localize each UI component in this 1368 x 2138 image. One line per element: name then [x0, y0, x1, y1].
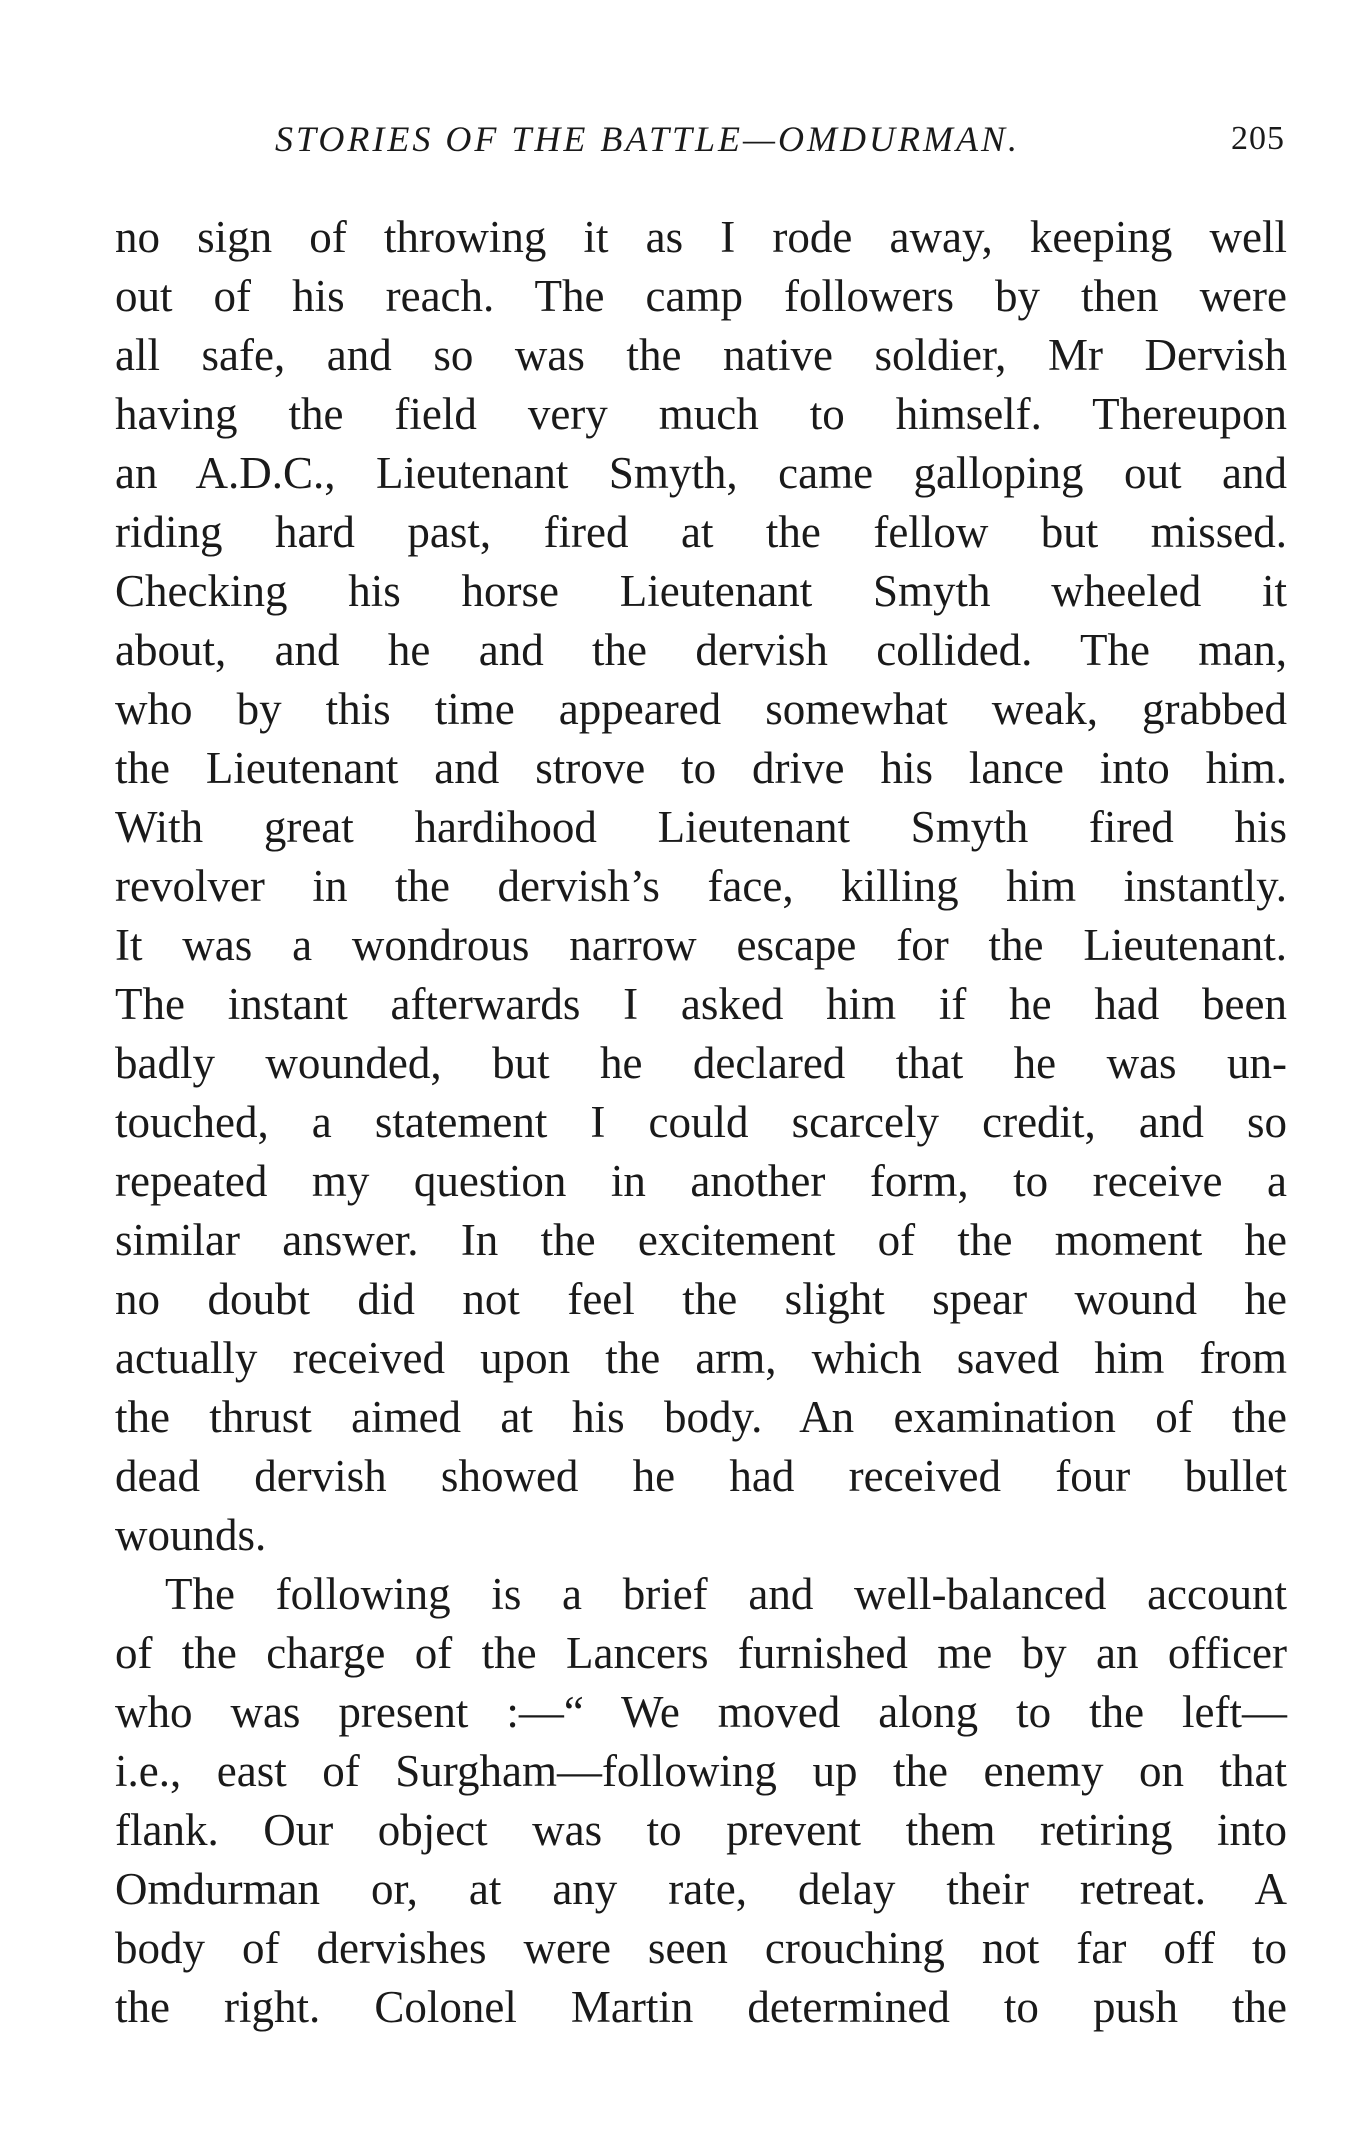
body-text — [115, 208, 1287, 2037]
text-line: Checking his horse Lieutenant Smyth wheeled it — [115, 566, 1287, 616]
paragraph-1 — [115, 208, 1287, 1565]
text-line: the thrust aimed at his body. An examination of the — [115, 1392, 1287, 1442]
paragraph-2 — [115, 1565, 1287, 2037]
text-line: of the charge of the Lancers furnished me by an officer — [115, 1628, 1287, 1678]
text-line: the right. Colonel Martin determined to push the — [115, 1982, 1287, 2032]
text-line: The following is a brief and well-balanced account — [165, 1569, 1287, 1619]
text-line: the Lieutenant and strove to drive his lance into him. — [115, 743, 1287, 793]
text-line: no sign of throwing it as I rode away, keeping well — [115, 212, 1287, 262]
text-line: having the field very much to himself. Thereupon — [115, 389, 1287, 439]
text-line: who by this time appeared somewhat weak, grabbed — [115, 684, 1287, 734]
page-number: 205 — [1231, 120, 1285, 157]
text-line: all safe, and so was the native soldier, Mr Dervish — [115, 330, 1287, 380]
text-line: dead dervish showed he had received four bullet — [115, 1451, 1287, 1501]
text-line: wounds. — [115, 1510, 267, 1560]
text-line: an A.D.C., Lieutenant Smyth, came galloping out and — [115, 448, 1287, 498]
text-line: similar answer. In the excitement of the moment he — [115, 1215, 1287, 1265]
text-line: riding hard past, fired at the fellow but missed. — [115, 507, 1287, 557]
text-line: It was a wondrous narrow escape for the Lieutenant. — [115, 920, 1287, 970]
text-line: actually received upon the arm, which saved him from — [115, 1333, 1287, 1383]
text-line: badly wounded, but he declared that he was un- — [115, 1038, 1287, 1088]
text-line: The instant afterwards I asked him if he had been — [115, 979, 1287, 1029]
text-line: With great hardihood Lieutenant Smyth fired his — [115, 802, 1287, 852]
running-title: STORIES OF THE BATTLE—OMDURMAN. — [275, 119, 1021, 159]
running-head — [275, 118, 1285, 168]
text-line: no doubt did not feel the slight spear wound he — [115, 1274, 1287, 1324]
text-line-italic-start: i.e., east of Surgham—following up the enemy on that — [115, 1746, 1287, 1796]
text-line: Omdurman or, at any rate, delay their retreat. A — [115, 1864, 1287, 1914]
text-line: who was present :—“ We moved along to the left— — [115, 1687, 1287, 1737]
text-line: out of his reach. The camp followers by then were — [115, 271, 1287, 321]
text-line: body of dervishes were seen crouching not far off to — [115, 1923, 1287, 1973]
text-line: repeated my question in another form, to receive a — [115, 1156, 1287, 1206]
text-line: flank. Our object was to prevent them retiring into — [115, 1805, 1287, 1855]
text-line: revolver in the dervish’s face, killing him instantly. — [115, 861, 1287, 911]
text-line: about, and he and the dervish collided. The man, — [115, 625, 1287, 675]
text-line: touched, a statement I could scarcely credit, and so — [115, 1097, 1287, 1147]
